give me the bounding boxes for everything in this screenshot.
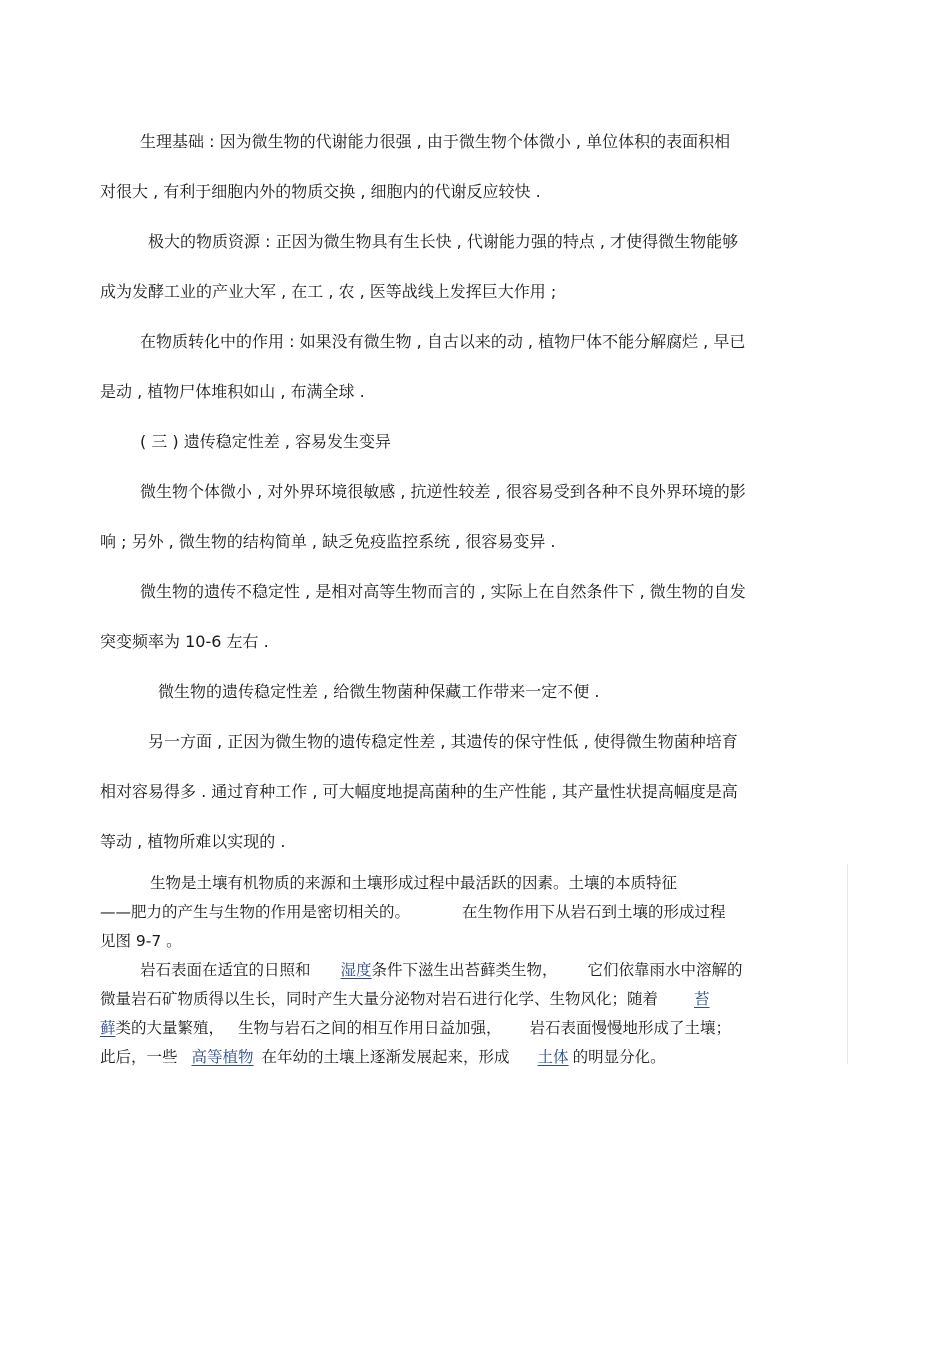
section-heading-genetic-stability: ( 三 ) 遗传稳定性差 , 容易发生变异 (140, 432, 392, 451)
excerpt-line-2 (100, 902, 848, 922)
link-higher-plants[interactable]: 高等植物 (191, 1048, 254, 1066)
paragraph-transformation-line-2: 是动 , 植物尸体堆积如山 , 布满全球 . (100, 382, 365, 401)
excerpt-line-6-part-b: 生物与岩石之间的相互作用日益加强， (238, 1019, 502, 1037)
excerpt-line-4-part-a: 岩石表面在适宜的日照和 (140, 961, 311, 979)
link-soil-body[interactable]: 土体 (537, 1048, 569, 1066)
excerpt-line-4-part-c: 它们依靠雨水中溶解的 (587, 961, 743, 979)
paragraph-breeding-line-1: 另一方面 , 正因为微生物的遗传稳定性差 , 其遗传的保守性低 , 使得微生物菌种培育 (148, 732, 738, 751)
paragraph-breeding-line-3: 等动 , 植物所难以实现的 . (100, 832, 286, 851)
paragraph-transformation-line-1: 在物质转化中的作用 : 如果没有微生物 , 自古以来的动 , 植物尸体不能分解腐烂 , 早已 (140, 332, 746, 351)
excerpt-line-7-part-b: 在年幼的土壤上逐渐发展起来，形成 (261, 1048, 510, 1066)
paragraph-physiology-line-2: 对很大 , 有利于细胞内外的物质交换 , 细胞内的代谢反应较快 . (100, 182, 541, 201)
excerpt-line-7-part-c: 的明显分化。 (572, 1048, 666, 1066)
excerpt-line-2-part-b: 在生物作用下从岩石到土壤的形成过程 (462, 903, 726, 921)
excerpt-line-7-part-a: 此后，一些 (100, 1048, 178, 1066)
excerpt-line-6 (100, 1018, 848, 1038)
paragraph-preservation-line-1: 微生物的遗传稳定性差 , 给微生物菌种保藏工作带来一定不便 . (158, 682, 600, 701)
excerpt-line-3-figure-ref: 见图 9-7 。 (100, 932, 182, 950)
paragraph-resources-line-2: 成为发酵工业的产业大军 , 在工 , 农 , 医等战线上发挥巨大作用 ; (100, 282, 557, 301)
excerpt-line-5-part-a: 微量岩石矿物质得以生长，同时产生大量分泌物对岩石进行化学、生物风化；随着 (100, 990, 659, 1008)
link-humidity[interactable]: 湿度 (340, 961, 372, 979)
excerpt-line-6-part-c: 岩石表面慢慢地形成了土壤； (529, 1019, 732, 1037)
paragraph-sensitivity-line-2: 响 ; 另外 , 微生物的结构简单 , 缺乏免疫监控系统 , 很容易变异 . (100, 532, 556, 551)
excerpt-line-5 (100, 989, 848, 1009)
excerpt-line-7 (100, 1047, 848, 1067)
link-moss-part-2[interactable]: 藓 (100, 1019, 116, 1037)
paragraph-breeding-line-2: 相对容易得多 . 通过育种工作 , 可大幅度地提高菌种的生产性能 , 其产量性状提高幅度是高 (100, 782, 738, 801)
paragraph-sensitivity-line-1: 微生物个体微小 , 对外界环境很敏感 , 抗逆性较差 , 很容易受到各种不良外界环境的影 (140, 482, 746, 501)
excerpt-line-6-part-a: 类的大量繁殖， (115, 1019, 225, 1037)
paragraph-physiology-line-1: 生理基础 : 因为微生物的代谢能力很强 , 由于微生物个体微小 , 单位体积的表面积相 (140, 132, 731, 151)
link-moss-part-1[interactable]: 苔 (694, 990, 710, 1008)
excerpt-line-1: 生物是土壤有机物质的来源和土壤形成过程中最活跃的因素。土壤的本质特征 (150, 874, 678, 892)
excerpt-line-4 (140, 960, 888, 980)
excerpt-line-2-part-a: ——肥力的产生与生物的作用是密切相关的。 (100, 903, 411, 921)
paragraph-resources-line-1: 极大的物质资源 : 正因为微生物具有生长快 , 代谢能力强的特点 , 才使得微生物能够 (148, 232, 739, 251)
paragraph-instability-line-2: 突变频率为 10-6 左右 . (100, 632, 269, 651)
excerpt-line-4-part-b: 条件下滋生出苔藓类生物， (371, 961, 558, 979)
paragraph-instability-line-1: 微生物的遗传不稳定性 , 是相对高等生物而言的 , 实际上在自然条件下 , 微生物的自发 (140, 582, 746, 601)
